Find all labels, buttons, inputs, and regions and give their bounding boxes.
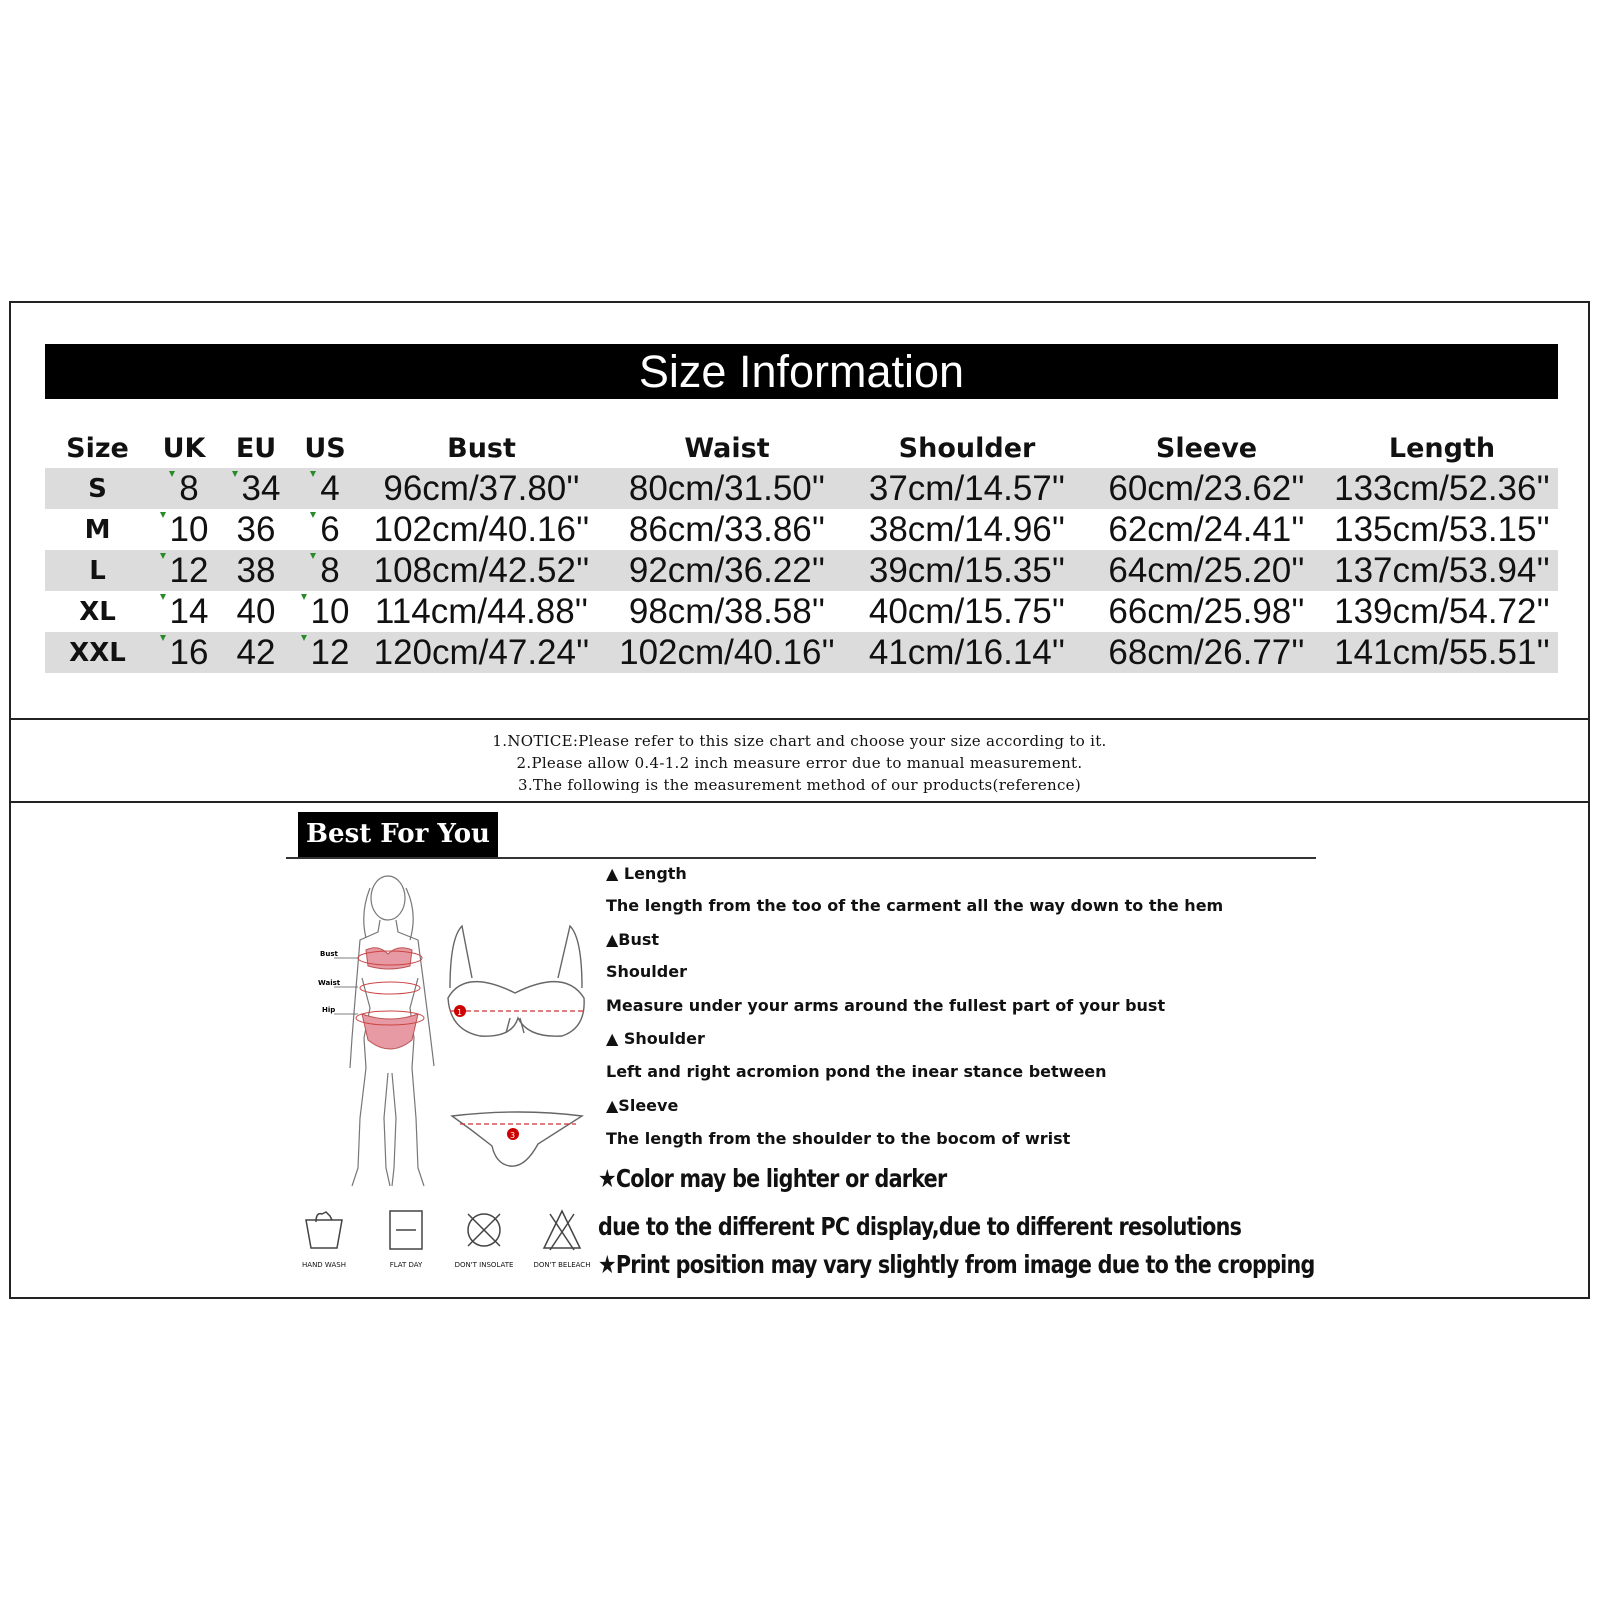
measurement-figure (300, 868, 600, 1198)
hip-label: Hip (322, 1006, 336, 1014)
model-illustration (300, 868, 600, 1198)
table-cell: 38cm/14.96'' (868, 509, 1066, 549)
hand-wash-icon (302, 1208, 346, 1252)
table-cell: 108cm/42.52'' (356, 550, 607, 591)
table-cell: 42 (218, 632, 294, 673)
care-label: FLAT DAY (389, 1261, 423, 1269)
table-cell: 120cm/47.24'' (356, 632, 607, 673)
table-cell: 92cm/36.22'' (607, 550, 847, 591)
table-row (45, 468, 1558, 509)
note-line: 3.The following is the measurement method of our products(reference) (517, 776, 1082, 794)
column-header: Length (1388, 432, 1496, 464)
table-cell: 66cm/25.98'' (1108, 591, 1305, 631)
table-cell: S (45, 468, 150, 509)
length-heading: ▲ Length (606, 864, 687, 883)
table-cell: 96cm/37.80'' (356, 468, 607, 509)
bust-description: Measure under your arms around the fullest part of your bust (606, 996, 1166, 1015)
table-cell: 135cm/53.15'' (1334, 509, 1550, 549)
column-header: Sleeve (1155, 432, 1258, 464)
sleeve-heading: ▲Sleeve (606, 1096, 679, 1115)
color-notice: ★Color may be lighter or darker (598, 1164, 947, 1193)
shoulder-description: Left and right acromion pond the inear stance between (606, 1062, 1107, 1081)
table-cell: 16 (150, 632, 218, 673)
table-cell: 102cm/40.16'' (373, 509, 590, 549)
waist-label: Waist (318, 979, 341, 987)
flat-dry-icon (384, 1208, 428, 1252)
note-line: 2.Please allow 0.4-1.2 inch measure error due to manual measurement. (516, 754, 1083, 772)
table-cell: 102cm/40.16'' (607, 632, 847, 673)
table-header-row (45, 428, 1558, 468)
table-cell: M (84, 514, 111, 545)
note-line: 1.NOTICE:Please refer to this size chart and choose your size according to it. (492, 732, 1107, 750)
table-cell: 37cm/14.57'' (847, 468, 1087, 509)
table-cell: 68cm/26.77'' (1087, 632, 1326, 673)
briefs-diagram (452, 1112, 582, 1166)
table-cell: 38 (218, 550, 294, 591)
do-not-bleach-icon (540, 1208, 584, 1252)
column-header: US (304, 432, 346, 464)
size-table (45, 428, 1558, 673)
table-row (45, 632, 1558, 673)
bust-heading: ▲Bust (606, 930, 660, 949)
table-cell: 14 (150, 591, 218, 632)
best-for-you-rule (286, 857, 1316, 859)
care-flat-dry (366, 1208, 446, 1269)
bust-subheading: Shoulder (606, 962, 687, 981)
table-row (45, 550, 1558, 591)
display-notice: due to the different PC display,due to different resolutions (598, 1212, 1242, 1241)
table-cell: 6 (294, 509, 356, 550)
table-cell: 4 (294, 468, 356, 509)
care-label: HAND WASH (302, 1261, 346, 1269)
care-label: DON'T INSOLATE (454, 1261, 514, 1269)
table-cell: 8 (150, 468, 218, 509)
table-row (45, 509, 1558, 550)
column-header: EU (235, 432, 277, 464)
table-cell: 137cm/53.94'' (1326, 550, 1558, 591)
table-cell: 41cm/16.14'' (847, 632, 1087, 673)
section-divider (9, 718, 1590, 720)
table-cell: L (45, 550, 150, 591)
size-notes (9, 730, 1590, 796)
sleeve-description: The length from the shoulder to the bocom of wrist (606, 1129, 1071, 1148)
table-cell: 36 (236, 509, 276, 549)
table-cell: XXL (45, 632, 150, 673)
bust-label: Bust (320, 950, 338, 958)
column-header: UK (162, 432, 206, 464)
care-do-not-tumble-dry (444, 1208, 524, 1269)
table-cell: 12 (150, 550, 218, 591)
table-cell: 114cm/44.88'' (374, 591, 589, 631)
table-cell: 62cm/24.41'' (1108, 509, 1305, 549)
page-title: Size Information (45, 344, 1558, 399)
do-not-tumble-dry-icon (462, 1208, 506, 1252)
care-hand-wash (284, 1208, 364, 1269)
table-cell: 64cm/25.20'' (1087, 550, 1326, 591)
table-cell: 34 (218, 468, 294, 509)
best-for-you-tab: Best For You (298, 812, 498, 857)
table-cell: 133cm/52.36'' (1326, 468, 1558, 509)
column-header: Shoulder (898, 432, 1036, 464)
print-position-notice: ★Print position may vary slightly from image due to the cropping (598, 1250, 1315, 1279)
table-cell: 40cm/15.75'' (868, 591, 1066, 631)
table-cell: 12 (294, 632, 356, 673)
length-description: The length from the too of the carment all the way down to the hem (606, 896, 1224, 915)
care-do-not-bleach (522, 1208, 602, 1269)
table-cell: 40 (236, 591, 276, 631)
table-cell: 60cm/23.62'' (1087, 468, 1326, 509)
table-cell: 86cm/33.86'' (628, 509, 826, 549)
table-cell: 98cm/38.58'' (628, 591, 826, 631)
table-cell: 39cm/15.35'' (847, 550, 1087, 591)
section-divider (9, 801, 1590, 803)
shoulder-heading: ▲ Shoulder (606, 1029, 705, 1048)
table-cell: 141cm/55.51'' (1326, 632, 1558, 673)
table-row (45, 591, 1558, 632)
care-label: DON'T BELEACH (533, 1261, 591, 1269)
column-header: Waist (684, 432, 770, 464)
table-cell: 139cm/54.72'' (1334, 591, 1550, 631)
table-cell: 8 (294, 550, 356, 591)
table-cell: 10 (150, 509, 218, 550)
column-header: Size (66, 432, 129, 464)
marker-1: 1 (457, 1008, 463, 1017)
column-header: Bust (447, 432, 516, 464)
table-cell: XL (79, 596, 116, 627)
marker-3: 3 (510, 1131, 516, 1140)
table-cell: 80cm/31.50'' (607, 468, 847, 509)
bra-diagram (448, 926, 584, 1036)
table-cell: 10 (294, 591, 356, 632)
